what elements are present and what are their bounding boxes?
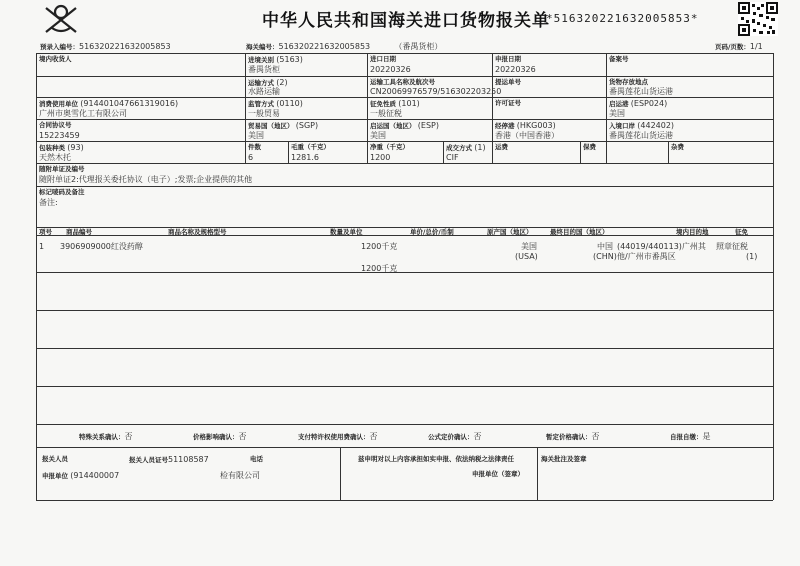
price-label: 价格影响确认： (193, 433, 239, 441)
declare-date-label: 申报日期 (495, 55, 521, 63)
deal-label: 成交方式 (446, 144, 472, 152)
trade-country-code: (SGP) (295, 121, 319, 130)
qr-code-icon (738, 2, 778, 36)
entry-port: 番禺货柜 (248, 65, 280, 74)
pack: 天然木托 (39, 153, 71, 162)
transport-mode-code: (2) (276, 78, 288, 87)
pieces: 6 (248, 153, 254, 162)
page-label: 页码/页数： (715, 43, 750, 51)
deal: CIF (446, 153, 459, 162)
phone-label: 电话 (250, 455, 263, 463)
provisional-value: 否 (591, 432, 600, 441)
provisional-label: 暂定价格确认： (546, 433, 592, 441)
goods-no: 1 (39, 242, 45, 251)
unit-label: 申报单位 (42, 472, 68, 480)
royalty-value: 否 (369, 432, 378, 441)
docs-label: 随附单证及编号 (39, 165, 85, 173)
net-label: 净重（千克） (370, 143, 409, 151)
customs-no-label: 海关编号： (246, 43, 279, 51)
royalty-label: 支付特许权使用费确认： (298, 433, 370, 441)
customs-note-label: 海关批注及签章 (541, 455, 587, 463)
user-code: (914401047661319016) (80, 99, 179, 108)
unit-name: 检有限公司 (220, 471, 260, 480)
levy-code: (101) (398, 99, 420, 108)
customs-no: 516320221632005853 (278, 42, 371, 51)
origin-country-code: (ESP) (417, 121, 439, 130)
levy: 一般征税 (370, 109, 402, 118)
pre-entry-no: 516320221632005853 (79, 42, 171, 51)
col-dest: 最终目的国（地区） (550, 228, 609, 236)
statement: 兹申明对以上内容承担如实申报、依法纳税之法律责任 (358, 455, 514, 463)
consignee-label: 境内收货人 (39, 55, 72, 63)
goods-qty-2: 1200千克 (361, 264, 398, 273)
transport-mode-label: 运输方式 (248, 79, 274, 87)
vessel-label: 运输工具名称及航次号 (370, 78, 435, 86)
entry-place: 番禺莲花山货运港 (609, 131, 673, 140)
docs: 随附单证2:代理报关委托协议（电子）;发票;企业提供的其他 (39, 175, 253, 184)
stop-port-label: 经停港 (495, 122, 515, 130)
insurance-label: 保费 (583, 143, 596, 151)
goods-levy: 照章征税 (716, 242, 748, 251)
license-label: 许可证号 (495, 99, 521, 107)
declarant-cert-label: 报关人员证号 (129, 456, 168, 464)
entry-place-label: 入境口岸 (609, 122, 635, 130)
col-levy: 征免 (735, 228, 748, 236)
goods-code-name: 3906909000红没药醇 (60, 242, 143, 251)
stop-port: 香港（中国香港） (495, 131, 559, 140)
pieces-label: 件数 (248, 143, 261, 151)
declare-date: 20220326 (495, 65, 536, 74)
remarks: 备注: (39, 198, 58, 207)
supervision-code: (0110) (276, 99, 303, 108)
goods-levy-code: (1) (746, 252, 758, 261)
gross: 1281.6 (291, 153, 319, 162)
levy-label: 征免性质 (370, 100, 396, 108)
trade-country: 美国 (248, 131, 264, 140)
vessel: CN20069976579/516302203250 (370, 87, 502, 96)
col-domestic: 境内目的地 (676, 228, 709, 236)
contract-label: 合同协议号 (39, 121, 72, 129)
user-label: 消费使用单位 (39, 100, 78, 108)
entry-port-label: 进境关别 (248, 56, 274, 64)
entry-port-code: (5163) (276, 55, 303, 64)
barcode-number: *516320221632005853* (546, 12, 699, 25)
col-no: 项号 (39, 228, 52, 236)
self-label: 自报自缴： (670, 433, 703, 441)
goods-domestic: (44019/440113)广州其他/广州市番禺区 (617, 242, 706, 261)
pre-entry-label: 预录入编号： (40, 43, 79, 51)
storage-label: 货物存放地点 (609, 78, 648, 86)
dep-port-code: (ESP024) (630, 99, 668, 108)
goods-dest-code: (CHN) (593, 252, 617, 261)
storage: 番禺莲花山货运港 (609, 87, 673, 96)
trade-country-label: 贸易国（地区） (248, 122, 294, 130)
goods-origin-code: (USA) (515, 252, 538, 261)
deal-code: (1) (474, 143, 486, 152)
goods-origin: 美国 (521, 242, 537, 251)
supervision-label: 监管方式 (248, 100, 274, 108)
import-date: 20220326 (370, 65, 411, 74)
bl-label: 提运单号 (495, 78, 521, 86)
dep-port-label: 启运港 (609, 100, 629, 108)
record-no-label: 备案号 (609, 55, 629, 63)
unit-sign-label: 申报单位（签章） (472, 470, 524, 478)
freight-label: 运费 (495, 143, 508, 151)
price-value: 否 (238, 432, 247, 441)
stop-port-code: (HKG003) (516, 121, 556, 130)
goods-dest: 中国 (597, 242, 613, 251)
import-date-label: 进口日期 (370, 55, 396, 63)
col-qty: 数量及单位 (330, 228, 363, 236)
self-value: 是 (702, 432, 711, 441)
formula-value: 否 (473, 432, 482, 441)
origin-country-label: 启运国（地区） (370, 122, 416, 130)
contract: 15223459 (39, 131, 80, 140)
user-name: 广州市奥雪化工有限公司 (39, 109, 127, 118)
supervision: 一般贸易 (248, 109, 280, 118)
formula-label: 公式定价确认： (428, 433, 474, 441)
declarant-label: 报关人员 (42, 455, 68, 463)
customs-emblem-icon (38, 2, 84, 36)
special-label: 特殊关系确认： (79, 433, 125, 441)
col-code: 商品编号 (66, 228, 92, 236)
transport-mode: 水路运输 (248, 87, 280, 96)
form-title: 中华人民共和国海关进口货物报关单 (262, 11, 550, 31)
dep-port: 美国 (609, 109, 625, 118)
customs-office: （番禺货柜） (394, 42, 443, 51)
pack-code: (93) (67, 143, 84, 152)
col-name: 商品名称及规格型号 (168, 228, 227, 236)
declarant-cert: 51108587 (168, 455, 209, 464)
misc-label: 杂费 (671, 143, 684, 151)
goods-qty-1: 1200千克 (361, 242, 398, 251)
col-origin: 原产国（地区） (487, 228, 533, 236)
net: 1200 (370, 153, 391, 162)
pack-label: 包装种类 (39, 144, 65, 152)
page-value: 1/1 (749, 42, 763, 51)
origin-country: 美国 (370, 131, 386, 140)
special-value: 否 (124, 432, 133, 441)
entry-place-code: (442402) (637, 121, 675, 130)
gross-label: 毛重（千克） (291, 143, 330, 151)
unit-code: (914400007 (70, 471, 120, 480)
marks-label: 标记唛码及备注 (39, 188, 85, 196)
col-price: 单价/总价/币制 (410, 228, 454, 236)
